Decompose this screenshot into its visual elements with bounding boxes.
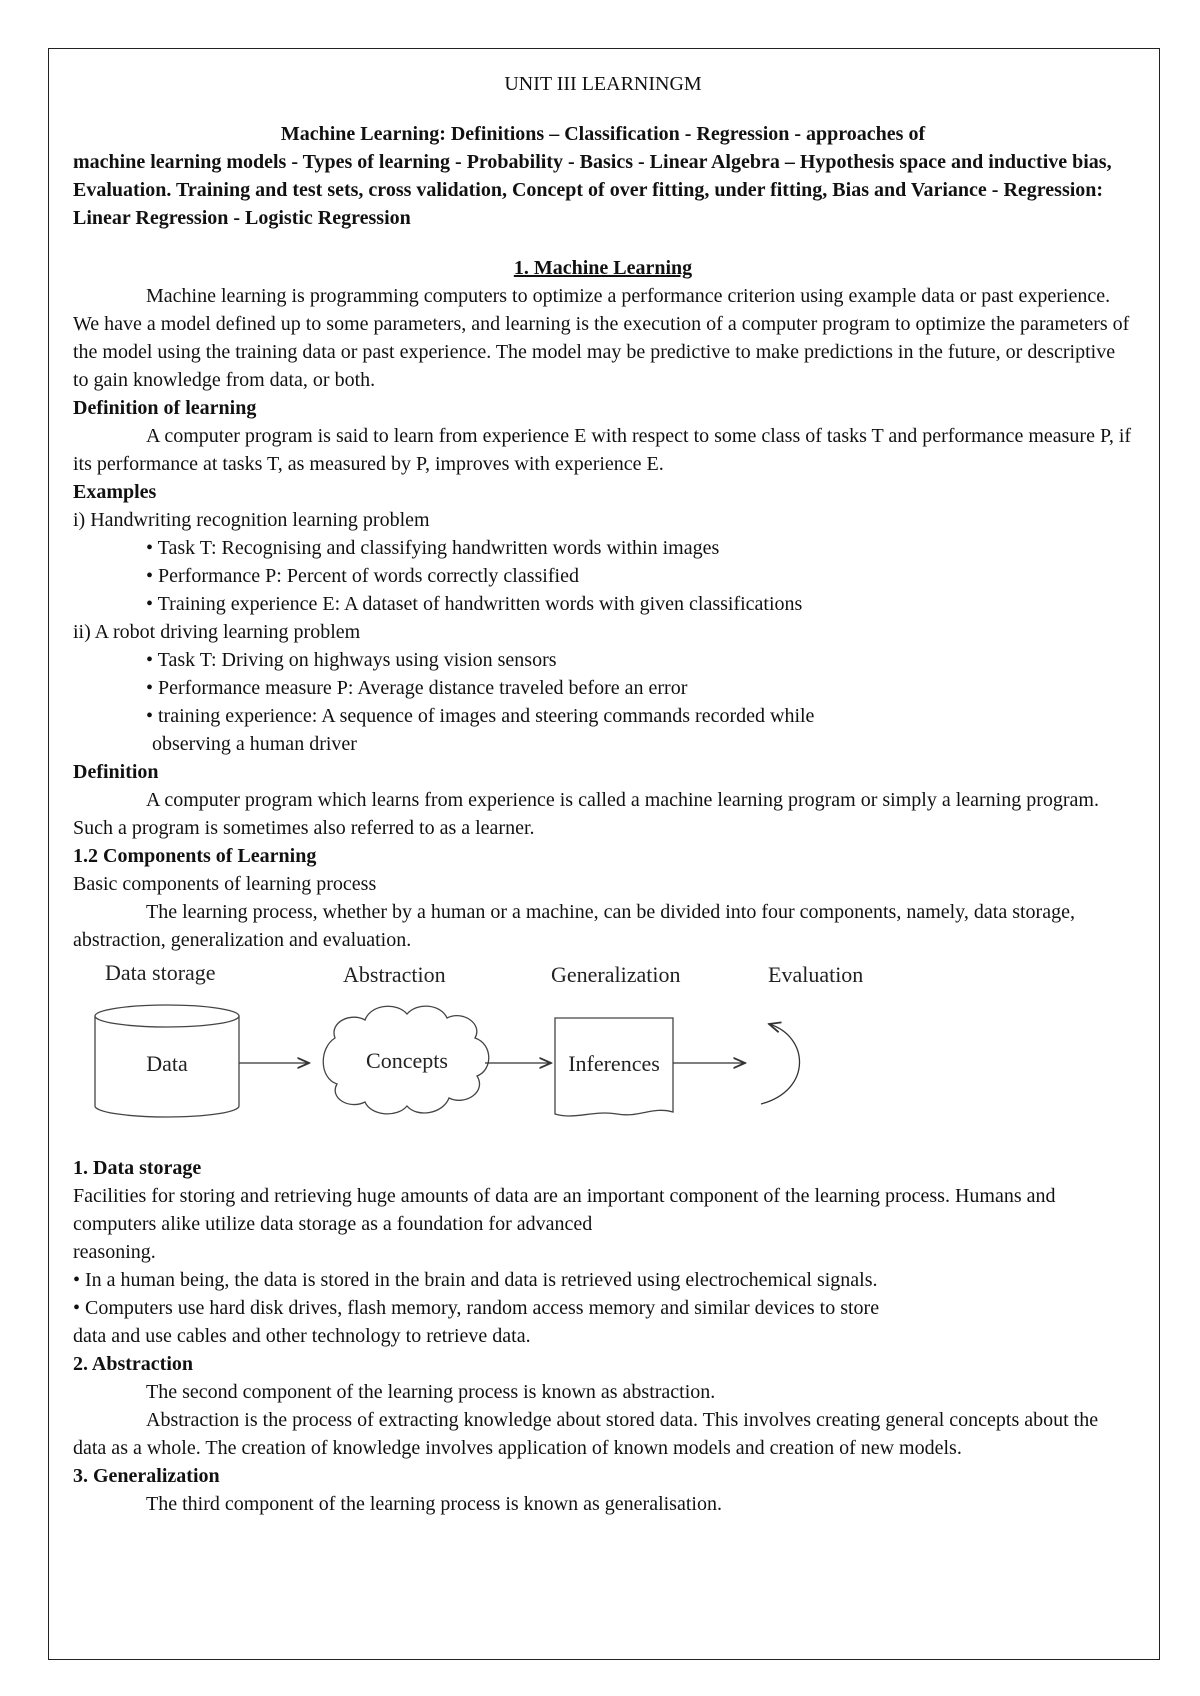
- stage-label-data-storage: Data storage: [105, 960, 216, 985]
- example-1-bullet: • Task T: Recognising and classifying handwritten words within images: [146, 537, 720, 559]
- example-1-title: i) Handwriting recognition learning problem: [73, 509, 430, 531]
- example-2-bullet: • Performance measure P: Average distance traveled before an error: [146, 677, 688, 699]
- learning-process-diagram: [73, 958, 1133, 1148]
- unit-title: UNIT III LEARNINGM: [504, 73, 702, 95]
- box-label-concepts: Concepts: [366, 1048, 448, 1073]
- example-2-title: ii) A robot driving learning problem: [73, 621, 361, 643]
- document-body: [73, 70, 1133, 1518]
- data-storage-bullet: • Computers use hard disk drives, flash memory, random access memory and similar devices to store: [73, 1297, 880, 1319]
- syllabus-line-1: Machine Learning: Definitions – Classification - Regression - approaches of: [280, 123, 926, 145]
- evaluation-curved-arrow-icon: [761, 1024, 800, 1104]
- heading-definition-of-learning: Definition of learning: [73, 397, 257, 419]
- example-2-bullet: • Task T: Driving on highways using vision sensors: [146, 649, 557, 671]
- heading-data-storage: 1. Data storage: [73, 1157, 202, 1179]
- stage-label-abstraction: Abstraction: [343, 962, 446, 987]
- box-label-inferences: Inferences: [568, 1051, 660, 1076]
- abstraction-paragraph: The second component of the learning process is known as abstraction.: [146, 1381, 716, 1403]
- example-2-bullet-continuation: observing a human driver: [152, 733, 357, 755]
- heading-components-of-learning: 1.2 Components of Learning: [73, 845, 317, 867]
- stage-label-generalization: Generalization: [551, 962, 681, 987]
- box-label-data: Data: [146, 1051, 188, 1076]
- definition-of-learning-text: A computer program is said to learn from experience E with respect to some class of tasks T and performance measure P, if its performance at tasks T, as measured by P, improves with experience E.: [73, 425, 1132, 475]
- data-storage-bullet: • In a human being, the data is stored in the brain and data is retrieved using electrochemical signals.: [73, 1269, 878, 1291]
- syllabus: [73, 120, 1133, 232]
- syllabus-rest: machine learning models - Types of learning - Probability - Basics - Linear Algebra – Hypothesis space and inductive bias, Evaluation. Training and test sets, cross validation, Concept of over fitting, under fitting, Bias and Variance - Regression: Linear Regression - Logistic Regression: [73, 151, 1112, 229]
- stage-label-evaluation: Evaluation: [768, 962, 864, 987]
- example-1-bullet: • Performance P: Percent of words correctly classified: [146, 565, 579, 587]
- components-intro: The learning process, whether by a human or a machine, can be divided into four components, namely, data storage, abstraction, generalization and evaluation.: [73, 901, 1075, 951]
- example-1-bullet: • Training experience E: A dataset of handwritten words with given classifications: [146, 593, 803, 615]
- data-storage-text-end: reasoning.: [73, 1241, 156, 1263]
- data-storage-bullet-continuation: data and use cables and other technology to retrieve data.: [73, 1325, 531, 1347]
- heading-generalization: 3. Generalization: [73, 1465, 220, 1487]
- learning-process-svg: [73, 958, 1133, 1148]
- abstraction-paragraph: Abstraction is the process of extracting knowledge about stored data. This involves creating general concepts about the data as a whole. The creation of knowledge involves application of known models and creation of new models.: [73, 1409, 1099, 1459]
- heading-definition: Definition: [73, 761, 159, 783]
- example-2-bullet: • training experience: A sequence of images and steering commands recorded while: [146, 705, 815, 727]
- section-title-machine-learning: 1. Machine Learning: [513, 257, 693, 279]
- definition-text: A computer program which learns from experience is called a machine learning program or simply a learning program. Such a program is sometimes also referred to as a learner.: [73, 789, 1099, 839]
- data-storage-text: Facilities for storing and retrieving huge amounts of data are an important component of the learning process. Humans and computers alike utilize data storage as a foundation for advanced: [73, 1185, 1056, 1235]
- heading-abstraction: 2. Abstraction: [73, 1353, 193, 1375]
- components-subtitle: Basic components of learning process: [73, 873, 377, 895]
- generalization-paragraph: The third component of the learning process is known as generalisation.: [146, 1493, 722, 1515]
- ml-intro-paragraph: Machine learning is programming computers to optimize a performance criterion using example data or past experience. We have a model defined up to some parameters, and learning is the execution of a computer program to optimize the parameters of the model using the training data or past experience. The model may be predictive to make predictions in the future, or descriptive to gain knowledge from data, or both.: [73, 285, 1130, 391]
- heading-examples: Examples: [73, 481, 157, 503]
